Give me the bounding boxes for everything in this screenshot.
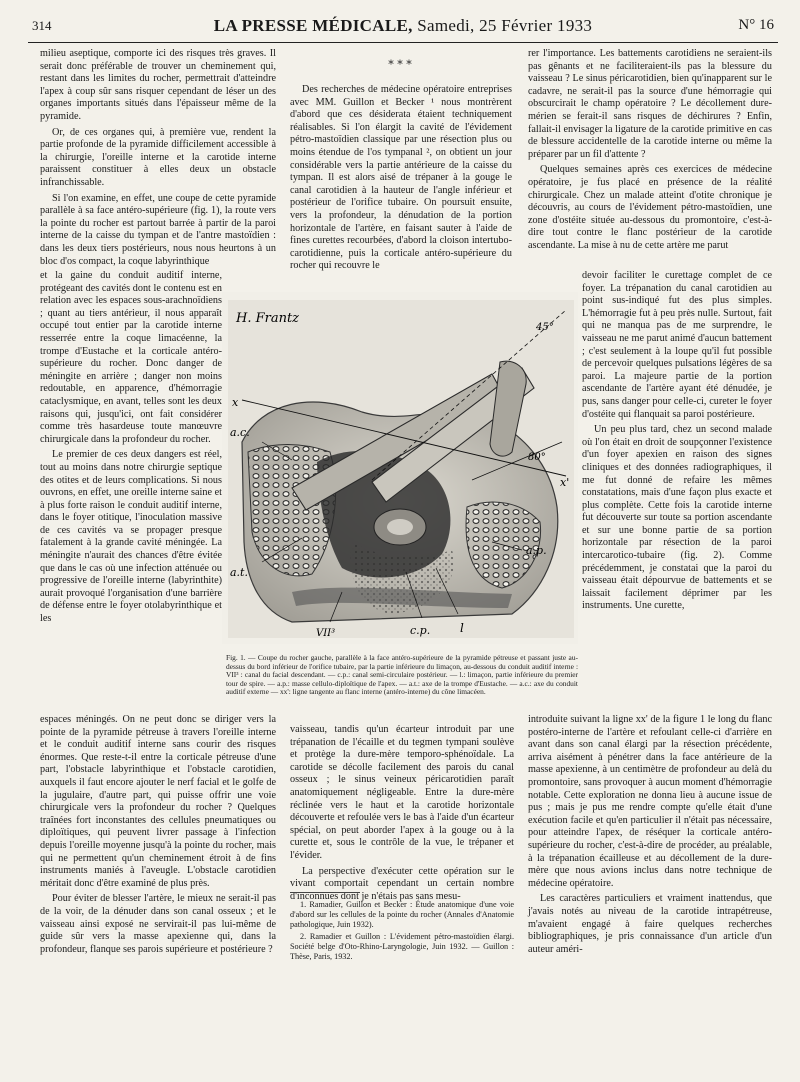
column-right-bottom xyxy=(528,714,772,1032)
column-left-bottom xyxy=(40,714,276,1032)
issue-number: N° 16 xyxy=(738,17,774,33)
header-rule xyxy=(28,42,778,43)
footnote: 2. Ramadier et Guillon : L'évidement pétro-mastoïdien élargi. Société belge d'Oto-Rhino-Laryngologie, Juin 1932. — Guillon : Thèse, Paris, 1932. xyxy=(290,932,514,961)
column-left-top xyxy=(40,48,276,266)
paragraph: rer l'importance. Les battements carotidiens ne seraient-ils pas gênants et ne faciliteraient-ils pas la blessure du vaisseau ? Le sinus péricarotidien, bien qu'inapparent sur le cadavre, ne serait-il pas la source d'une hémorragie qui obscurcirait le champ opératoire ? Le décollement dure-mérien se ferait-il sans risques de déchirures ? Enfin, fallait-il envisager la ligature de la carotide primitive en cas de blessure accidentelle de la carotide interne ou même la préparer par un fil d'attente ? xyxy=(528,48,772,160)
paragraph: Si l'on examine, en effet, une coupe de cette pyramide parallèle à sa face antéro-supérieure (fig. 1), la route vers la pointe du rocher est partout barrée à partir de la paroi interne de la caisse du tympan et de l'antre mastoïdien : dans les deux tiers postérieurs, nous nous heurtons à un bloc d'os compact, la coque labyrinthique xyxy=(40,192,276,267)
label-ac: a.c. xyxy=(230,426,250,439)
paragraph: introduite suivant la ligne xx' de la figure 1 le long du flanc postéro-interne de l'artère et refoulant celle-ci d'arrière en avant dans son canal élargi par la résection précédente, arriva aisément à pénétrer dans la face antérieure de la masse apexienne, à un centimètre de profondeur au delà du promontoire, sans provoquer à aucun moment d'hémorragie notable. Cette exploration ne donna lieu à aucune issue de pus ; mais je pus me rendre compte qu'elle était d'une exécution facile et qu'en particulier il n'était pas nécessaire, pour atteindre l'apex, de réséquer la corticale antéro-supérieure du rocher, c'est-à-dire de procéder, au préalable, à la trépanation écailleuse et au décollement de la dure-mère que nous avions inclus dans notre technique de médecine opératoire. xyxy=(528,714,772,889)
footnote-rule xyxy=(290,892,360,893)
footnote: 1. Ramadier, Guillon et Becker : Étude anatomique d'une voie d'abord sur les cellules de la pointe du rocher (Annales d'Anatomie pathologique, Juin 1932). xyxy=(290,900,514,929)
label-at: a.t. xyxy=(230,566,248,579)
figure-caption: Fig. 1. — Coupe du rocher gauche, parallèle à la face antéro-supérieure de la pyramide pétreuse et passant juste au-dessus du bord inférieur de l'orifice tubaire, par la partie inférieure du limaçon, au-dessous du conduit auditif interne : VII³ : canal du facial descendant. — c.p.: canal semi-circulaire postérieur. — l.: limaçon, partie inférieure du premier tour de spire. — a.p.: masse cellulo-diploïtique de l'apex. — a.t.: axe de la trompe d'Eustache. — a.c.: axe du conduit auditif externe — xx': ligne tangente au flanc interne (antéro-interne) du cône limacéen. xyxy=(226,653,578,697)
label-ap: a.p. xyxy=(526,544,547,557)
paragraph: Quelques semaines après ces exercices de médecine opératoire, je fus placé en présence de la réalité chirurgicale. Chez un malade atteint d'otite chronique je découvris, au cours de l'évidement pétro-mastoïdien, une zone d'ostéite située au-dessous du promontoire, c'est-à-dire tout contre le flanc postérieur de la carotide ascendante. La mise à nu de cette artère me parut xyxy=(528,164,772,251)
paragraph: Pour éviter de blesser l'artère, le mieux ne serait-il pas de la voir, de la dénuder dans son canal osseux ; et le vaisseau ainsi exposé ne servirait-il pas lui-même de guide sûr vers la masse apexienne qui, dans la profondeur, flanque ses parois supérieure et postérieure ? xyxy=(40,893,276,955)
page-number: 314 xyxy=(32,18,52,33)
paragraph: Un peu plus tard, chez un second malade où l'on était en droit de soupçonner l'existence d'un foyer apexien en raison des signes cliniques et des données radiographiques, il me fut donné de refaire les mêmes constatations, mais d'une façon plus exacte et plus complète. Cette fois la carotide interne fut découverte sur toute sa portion ascendante et sur une bonne partie de sa portion horizontale par résection de la paroi intercarotico-tubaire (fig. 2). Comme précédemment, je constatai que la paroi du vaisseau était dépourvue de battements et se laissait facilement déprimer par les instruments. Une curette, xyxy=(582,424,772,612)
issue-date: Samedi, 25 Février 1933 xyxy=(417,16,593,35)
label-80-degrees: 80° xyxy=(528,452,546,463)
paragraph: La perspective d'exécuter cette opération sur le vivant comportait cependant un certain nombre d'inconnues dont je n'étais pas sans mesu- xyxy=(290,865,514,902)
label-cp: c.p. xyxy=(410,624,431,637)
journal-title-line xyxy=(28,16,778,36)
column-left-narrow xyxy=(40,270,222,710)
footnotes xyxy=(290,900,514,1030)
column-middle-top xyxy=(290,84,512,292)
journal-title: LA PRESSE MÉDICALE, xyxy=(213,16,413,35)
paragraph: devoir faciliter le curettage complet de ce foyer. La trépanation du canal carotidien au point sus-indiqué fut des plus simples. L'hémorragie fut à peu près nulle. Surtout, fait qui ne manqua pas de me surprendre, le vaisseau ne me parut animé d'aucun battement ; c'est seulement à la loupe qu'il fut possible de percevoir quelques pulsations légères de sa paroi. La majeure partie de la portion ascendante de l'artère ayant été dénudée, je pus, sans danger pour celle-ci, cureter le foyer d'ostéite qui flanquait sa paroi postérieure. xyxy=(582,270,772,420)
paragraph: espaces méningés. On ne peut donc se diriger vers la pointe de la pyramide pétreuse à travers l'oreille interne et le conduit auditif interne sans courir des risques énormes. Que reste-t-il entre la corticale pétreuse d'une part, l'obstacle labyrinthique et l'obstacle carotidien, auxquels il faut encore ajouter le nerf facial et le golfe de la jugulaire, d'autre part, qui puisse offrir une voie chirurgicale vers la profondeur du rocher ? Quelques traînées fort inconstantes des cellules pneumatiques ou diploïtiques, qui peuvent livrer passage à l'infection depuis l'oreille moyenne jusqu'à la pointe du rocher, mais qui ne permettent qu'un cheminement étroit à de fins instruments maniés à l'aveugle. L'obstacle carotidien méritait donc d'être examiné de plus près. xyxy=(40,714,276,889)
paragraph: et la gaine du conduit auditif interne, protégeant des cavités dont le contenu est en relation avec les espaces sous-arachnoïdiens ; quant au tiers antérieur, il nous apparaît occupé tout entier par la carotide interne resserrée entre la coque limacéenne, la trompe d'Eustache et la corticale antéro-supérieure du rocher. Donc danger de méningite en arrière ; danger non moins redoutable, en apparence, d'hémorragie cataclysmique, en avant, telles sont les deux raisons qui, jusqu'ici, ont fait considérer comme très hasardeuse toute manœuvre chirurgicale dans la profondeur du rocher. xyxy=(40,270,222,445)
label-x-prime: x' xyxy=(560,476,570,489)
paragraph: vaisseau, tandis qu'un écarteur introduit par une trépanation de l'écaille et du tegmen tympani soulève et protège la dure-mère temporo-sphénoïdale. La carotide se décolle facilement des parois du canal osseux ; le sinus veineux péricarotidien paraît anatomiquement négligeable. Entre la dure-mère réclinée vers le haut et la carotide horizontale découverte et refoulée vers le bas à l'aide d'un écarteur spécial, on peut aborder l'apex à la gouge ou à la curette et, sous le contrôle de la vue, le trépaner et l'évider. xyxy=(290,724,514,861)
paragraph: Or, de ces organes qui, à première vue, rendent la partie profonde de la pyramide difficilement accessible à la chirurgie, l'oreille interne et la carotide interne paraissent constituer à elles deux un obstacle infranchissable. xyxy=(40,126,276,188)
figure-1 xyxy=(222,292,578,652)
label-x: x xyxy=(232,396,239,409)
label-l: l xyxy=(460,621,464,635)
paragraph: milieu aseptique, comporte ici des risques très graves. Il serait donc préférable de trouver un cheminement qui, restant dans les limites du rocher, permettrait d'atteindre l'apex à coup sûr sans risquer cependant de léser un des organes importants situés dans l'épaisseur même de la pyramide. xyxy=(40,48,276,122)
paragraph: Le premier de ces deux dangers est réel, tout au moins dans notre chirurgie septique des otites et de leurs complications. Si nous ouvrons, en effet, une oreille interne saine et à plus forte raison le conduit auditif interne, dans le foyer otitique, l'inoculation massive de ces cavités va se propager presque fatalement à la grande cavité méningée. La méningite n'aurait des chances d'être évitée que dans le cas où une infection atténuée ou progressive de l'oreille interne (labyrinthite) aurait provoqué l'organisation d'une barrière de défense entre le foyer otolabyrinthique et les xyxy=(40,449,222,625)
section-break-asterisks: * * * xyxy=(388,58,412,71)
paragraph: Les caractères particuliers et vraiment inattendus, que j'avais notés au niveau de la carotide intrapétreuse, m'avaient engagé à faire quelques recherches bibliographiques, je pris connaissance d'un article d'un auteur améri- xyxy=(528,893,772,955)
label-45-degrees: 45° xyxy=(536,322,554,333)
column-middle-bottom xyxy=(290,724,514,902)
petrous-bone-section-illustration xyxy=(222,292,578,644)
figure-signature: H. Frantz xyxy=(236,311,300,326)
paragraph: Des recherches de médecine opératoire entreprises avec MM. Guillon et Becker ¹ nous montrèrent d'abord que ces désiderata étaient techniquement réalisables. Si l'on élargit la cavité de l'évidement pétro-mastoïdien classique par une résection plus ou moins étendue de l'os tympanal ², on obtient un jour considérable vers la partie antérieure de la caisse du tympan. Il est alors aisé de trépaner à la gouge le canal carotidien à la hauteur de l'angle inférieur et postérieur de l'orifice tubaire. On poursuit ensuite, vers la profondeur, la dénudation de la portion horizontale de l'artère, en faisant sauter à l'aide de fines curettes recourbées, d'abord la cloison intertubo-carotidienne, puis la corticale antéro-supérieure du rocher qui recouvre le xyxy=(290,84,512,272)
running-header xyxy=(28,16,778,38)
label-vii: VII³ xyxy=(316,628,336,639)
column-right-top xyxy=(528,48,772,266)
column-right-narrow xyxy=(582,270,772,710)
